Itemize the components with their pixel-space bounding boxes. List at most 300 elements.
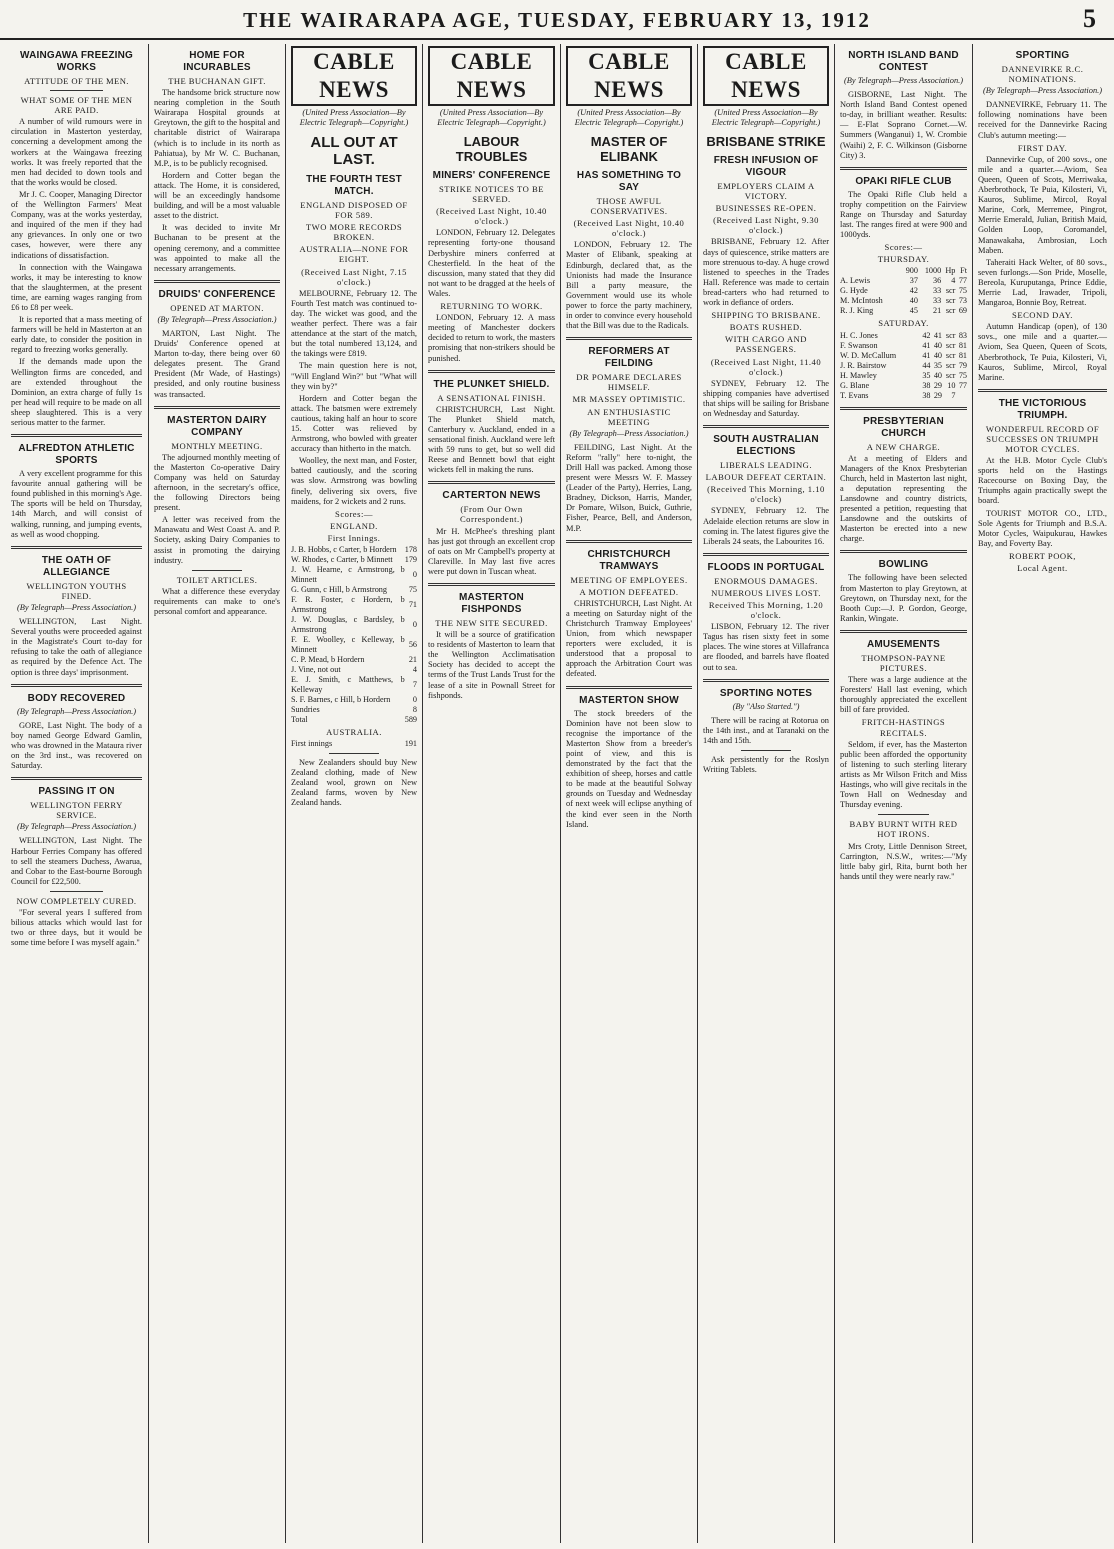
cell-name: G. Hyde	[840, 286, 868, 296]
divider	[11, 546, 142, 549]
cell-name: H. C. Jones	[840, 330, 878, 340]
advert-paragraph: New Zealanders should buy New Zealand clothing, made of New Zealand wool, grown on New Zealand farms, woven by New Zealand hands.	[291, 758, 417, 808]
column-header: 900	[905, 266, 918, 276]
subheading: SHIPPING TO BRISBANE.	[711, 310, 821, 321]
subheading: FRITCH-HASTINGS RECITALS.	[861, 717, 946, 738]
headline-sa-elections: SOUTH AUSTRALIAN ELECTIONS	[713, 434, 819, 458]
cell-value: 0	[412, 695, 417, 704]
article-paragraph: It is reported that a mass meeting of farmers will be held in Masterton at an early date, to consider the position in regard to freezing works generally.	[11, 315, 142, 355]
cell-value: scr	[945, 296, 956, 306]
rifle-scores-table	[840, 266, 967, 316]
subheading: MEETING OF EMPLOYEES.	[570, 574, 688, 585]
subheading: MONTHLY MEETING.	[171, 440, 263, 451]
advert-heading: TOILET ARTICLES.	[176, 574, 258, 585]
rifle-header-row	[840, 266, 967, 276]
subheading: RETURNING TO WORK.	[440, 301, 543, 312]
subheadline: HAS SOMETHING TO SAY	[576, 170, 682, 193]
cell-name: T. Evans	[840, 390, 869, 400]
headline-amusements: AMUSEMENTS	[866, 638, 941, 650]
subheading: ATTITUDE OF THE MEN.	[24, 76, 129, 86]
scorecard-row	[291, 635, 417, 655]
cell-name: J. Vine, not out	[291, 665, 341, 674]
divider	[978, 389, 1107, 392]
cell-value: 36	[933, 276, 942, 286]
headline-freezing-works: WAINGAWA FREEZING WORKS	[19, 50, 134, 73]
cell-value: 178	[404, 545, 417, 554]
article-paragraph: There was a large audience at the Foresters' Hall last evening, which thoroughly appreciated the excellent bill of fare provided.	[840, 675, 967, 715]
rifle-score-row	[840, 391, 967, 401]
cell-name: J. R. Bairstow	[840, 360, 887, 370]
headline-dairy-company: MASTERTON DAIRY COMPANY	[167, 414, 267, 438]
article-paragraph: A letter was received from the Manawatu and West Coast A. and P. Society, asking Dairy Companies to assist in promoting the dairying industry.	[154, 515, 280, 565]
article-paragraph: GORE, Last Night. The body of a boy named George Edward Gamlin, who was drowned in the Mataura river on the 3rd inst., was recovered on Saturday.	[11, 720, 142, 771]
article-paragraph: The handsome brick structure now nearing completion in the South Wairarapa Hospital grounds at Greytown, the gift to the hospital and charitable district of Wairarapa (which is to include in its north as Pahiatua), by Mr W. C. Buchanan, M.P., is to be publicly recognised.	[154, 88, 280, 168]
column-1	[6, 44, 147, 1543]
rifle-score-row	[840, 371, 967, 381]
credit-line: (By Telegraph—Press Association.)	[843, 76, 964, 85]
scorecard-row	[291, 565, 417, 585]
scorecard-row	[291, 585, 417, 595]
cell-value: 29	[933, 390, 943, 400]
subheading: DR POMARE DECLARES HIMSELF.	[576, 372, 682, 393]
cell-value: scr	[945, 350, 956, 360]
subheading: WHAT SOME OF THE MEN ARE PAID.	[20, 95, 133, 116]
article-paragraph: The adjourned monthly meeting of the Masterton Co-operative Dairy Company was held on Saturday afternoon, in the secretary's office, the following Directors being present.	[154, 452, 280, 513]
credit-line: (United Press Association—By Electric Telegraph—Copyright.)	[574, 108, 684, 127]
scorecard-row	[291, 655, 417, 665]
credit-line: (United Press Association—By Electric Telegraph—Copyright.)	[437, 108, 546, 127]
divider	[840, 630, 967, 633]
rifle-score-row	[840, 361, 967, 371]
scorecard-row	[291, 545, 417, 555]
divider	[840, 550, 967, 553]
rifle-score-row	[840, 276, 967, 286]
subheading: STRIKE NOTICES TO BE SERVED.	[439, 184, 544, 205]
cell-value: 21	[408, 655, 417, 664]
cell-value: 179	[404, 555, 417, 564]
cell-name: G. Gunn, c Hill, b Armstrong	[291, 585, 387, 594]
cell-name: S. F. Barnes, c Hill, b Hordern	[291, 695, 391, 704]
article-paragraph: There will be racing at Rotorua on the 14th inst., and at Taranaki on the 14th and 15th.	[703, 715, 829, 745]
cell-value: 40	[933, 370, 943, 380]
article-paragraph: GISBORNE, Last Night. The North Island Band Contest opened to-day, in brilliant weather. Results:— E-Flat Soprano Cornet.—W. Summers (Wanganui) 1, W. Crombie (Waihi) 2, F. C. Wilkinson (Gisborne City) 3.	[840, 90, 967, 160]
cable-news-banner: CABLE NEWS	[703, 46, 829, 106]
cable-news-banner: CABLE NEWS	[291, 46, 417, 106]
article-paragraph: LONDON, February 12. The Master of Elibank, speaking at Edinburgh, declared that, as the Unionists had made the Insurance Bill a party measure, the Government would use its whole power to force the party machinery, in order to convince every household that the Bill was due to the Radicals.	[566, 240, 692, 331]
article-paragraph: The following have been selected from Masterton to play Greytown, at Greytown, on Thursday next, for the Booth Cup:—J. P. Gordon, George, Rankin, Wingate.	[840, 573, 967, 623]
credit-line: (By Telegraph—Press Association.)	[157, 314, 277, 324]
article-paragraph: The Opaki Rifle Club held a trophy competition on the Fairview Range on Thursday and Saturday last. The ranges fired at were 900 and 1000yds.	[840, 189, 967, 240]
divider	[154, 406, 280, 409]
scorecard-table	[291, 545, 417, 725]
article-paragraph: Hordern and Cotter began the attack. The Home, it is considered, will be an exceedingly handsome building, and will be a most valuable asset to the district.	[154, 170, 280, 221]
rifle-score-row	[840, 351, 967, 361]
cell-value: 73	[958, 296, 967, 306]
cell-value: scr	[945, 370, 956, 380]
cell-value: scr	[945, 306, 956, 316]
subheading: LIBERALS LEADING.	[719, 460, 813, 471]
byline: (By "Also Started.")	[732, 701, 800, 711]
article-paragraph: Hordern and Cotter began the attack. The batsmen were extremely cautious, taking half an hour to score 15. Cotter was relieved by Armstrong, who bowled with greater accuracy than hitherto in the match.	[291, 393, 417, 454]
headline-all-out: ALL OUT AT LAST.	[310, 134, 398, 168]
article-paragraph: Mr J. C. Cooper, Managing Director of the Wellington Farmers' Meat Company, was at the works yesterday, and inquired of the men if they had any grievances. In only one or two cases, however, were there any indications of dissatisfaction.	[11, 189, 142, 260]
subheading: THE BUCHANAN GIFT.	[168, 76, 266, 86]
signature-name: ROBERT POOK,	[1009, 550, 1076, 561]
total-label: Total	[291, 715, 308, 724]
article-paragraph: Woolley, the next man, and Foster, batted cautiously, and the scoring was slow. Armstrong was bowling finely, delivering six overs, five maidens, for 2 wickets and 2 runs.	[291, 456, 417, 506]
headline-masterton-show: MASTERTON SHOW	[579, 694, 679, 706]
team-name: AUSTRALIA.	[326, 727, 382, 737]
innings-label: First innings	[291, 739, 333, 749]
subheading: TWO MORE RECORDS BROKEN.	[305, 222, 403, 243]
subheading: A SENSATIONAL FINISH.	[437, 392, 546, 403]
column-3	[286, 44, 422, 1543]
credit-line: (By Telegraph—Press Association.)	[16, 706, 137, 716]
day-label: SATURDAY.	[878, 318, 929, 329]
cell-name: W. Rhodes, c Carter, b Minnett	[291, 555, 393, 564]
article-paragraph: The main question here is not, "Will England Win?" but "What will they win by?"	[291, 361, 417, 391]
article-paragraph: Seldom, if ever, has the Masterton public been afforded the opportunity of listening to such sterling literary artists as Mr Wilson Fritch and Miss Hastings, who will give recitals in the Town Hall on Wednesday and Thursday evening.	[840, 739, 967, 810]
article-paragraph: CHRISTCHURCH, Last Night. At a meeting on Saturday night of the Christchurch Tramway Employees' Union, from which newspaper reporters were excluded, it is understood that a proposal to approach the Arbitration Court was defeated.	[566, 598, 692, 679]
cell-value: 7	[951, 390, 956, 400]
scorecard-row	[291, 695, 417, 705]
cell-value: 77	[958, 276, 967, 286]
subheading: AUSTRALIA—NONE FOR EIGHT.	[299, 244, 409, 265]
subheading: (From Our Own Correspondent.)	[459, 504, 524, 525]
cell-value: 75	[958, 370, 967, 380]
page-number: 5	[1083, 4, 1096, 33]
cell-name: F. Swanson	[840, 340, 878, 350]
cell-name: J. W. Hearne, c Armstrong, b Minnett	[291, 565, 405, 584]
subheading: WELLINGTON FERRY SERVICE.	[30, 800, 123, 821]
cell-value: 42	[922, 330, 931, 340]
advert-paragraph: Ask persistently for the Roslyn Writing Tablets.	[703, 755, 829, 775]
subheading: NUMEROUS LIVES LOST.	[711, 587, 821, 598]
article-paragraph: Autumn Handicap (open), of 130 sovs., one mile and a quarter.—Aviom, Sea Queen, Queen of Scots, Aberbrothock, Te Puia, Kilosteri, Vi, Kauros, Sublime, Mircol, Royal Marine.	[978, 322, 1107, 382]
scorecard-row	[291, 595, 417, 615]
cell-value: scr	[945, 330, 956, 340]
cell-value: 69	[958, 306, 967, 316]
scorecard-row	[291, 739, 417, 749]
subheading: WITH CARGO AND PASSENGERS.	[725, 334, 807, 355]
article-paragraph: MARTON, Last Night. The Druids' Conference opened at Marton to-day, there being over 60 delegates present. The Grand President (Mr Wade, of Hastings) presided, and only routine business was transacted.	[154, 328, 280, 399]
advert-paragraph: At the H.B. Motor Cycle Club's sports held on the Hastings Racecourse on Boxing Day, the Triumphs again practically swept the board.	[978, 456, 1107, 506]
received-note: (Received Last Night, 10.40 o'clock.)	[436, 206, 547, 227]
cell-name: H. Mawley	[840, 370, 877, 380]
cell-value: 40	[933, 350, 943, 360]
subheading: A MOTION DEFEATED.	[579, 586, 679, 597]
cell-value: 41	[922, 350, 931, 360]
article-paragraph: LONDON, February 12. Delegates representing forty-one thousand Derbyshire miners conferred at Chesterfield. In the heat of the discussion, many stated that they did not want to be dragged at the heels of Wales.	[428, 228, 555, 298]
article-paragraph: WELLINGTON, Last Night. The Harbour Ferries Company has offered to sell the steamers Duchess, Awarua, and Cobar to the East-bourne Borough Council for £22,500.	[11, 836, 142, 886]
cell-value: 75	[958, 286, 967, 296]
subheadline: FRESH INFUSION OF VIGOUR	[713, 155, 819, 178]
cell-value: 79	[958, 360, 967, 370]
cell-name: W. D. McCallum	[840, 350, 897, 360]
divider	[11, 434, 142, 437]
rifle-score-row	[840, 331, 967, 341]
subheading: ENGLAND DISPOSED OF FOR 589.	[300, 200, 408, 221]
cell-value: 45	[909, 306, 918, 316]
column-header: Hp	[945, 266, 956, 276]
cell-name: M. McIntosh	[840, 296, 883, 306]
cell-value: 33	[933, 296, 942, 306]
cell-name: Sundries	[291, 705, 320, 714]
headline-labour-troubles: LABOUR TROUBLES	[455, 134, 528, 164]
advert-paragraph: Mrs Croty, Little Dennison Street, Carrington, N.S.W., writes:—"My little baby girl, Rita, burnt both her hands until they were nearly raw."	[840, 841, 967, 881]
credit-line: (United Press Association—By Electric Telegraph—Copyright.)	[711, 108, 821, 127]
cell-value: 44	[922, 360, 931, 370]
cell-name: A. Lewis	[840, 276, 871, 286]
article-paragraph: BRISBANE, February 12. After days of quiescence, strike matters are more strenuous to-day. A huge crowd listened to speeches in the Trades Hall. Reference was made to certain bread-carters who had returned to work in defiance of orders.	[703, 237, 829, 308]
headline-masterton-fishponds: MASTERTON FISHPONDS	[459, 592, 524, 615]
subheading: WELLINGTON YOUTHS FINED.	[26, 580, 127, 601]
credit-line: (United Press Association—By Electric Telegraph—Copyright.)	[299, 108, 409, 127]
scorecard-table-2	[291, 739, 417, 749]
column-8	[973, 44, 1112, 1543]
headline-floods-portugal: FLOODS IN PORTUGAL	[707, 561, 825, 573]
cable-news-banner: CABLE NEWS	[566, 46, 692, 106]
signature-title: Local Agent.	[1017, 563, 1068, 574]
scorecard-row	[291, 675, 417, 695]
article-paragraph: LONDON, February 12. A mass meeting of Manchester dockers decided to return to work, the masters promising that non-strikers should be punished.	[428, 313, 555, 363]
received-note: (Received Last Night, 9.30 o'clock.)	[713, 215, 819, 236]
headline-brisbane-strike: BRISBANE STRIKE	[706, 134, 826, 149]
subheadline: MINERS' CONFERENCE	[432, 170, 551, 181]
cell-value: scr	[945, 360, 956, 370]
cell-name: C. P. Mead, b Hordern	[291, 655, 365, 664]
credit-line: (By Telegraph—Press Association.)	[982, 86, 1103, 96]
innings-value: 191	[404, 739, 417, 749]
headline-alfredton-sports: ALFREDTON ATHLETIC SPORTS	[18, 443, 135, 467]
headline-oath-of-allegiance: THE OATH OF ALLEGIANCE	[41, 554, 112, 578]
divider	[428, 370, 555, 373]
cell-value: 8	[412, 705, 417, 714]
column-header: Ft	[960, 266, 967, 276]
divider	[703, 553, 829, 556]
cell-value: 81	[958, 350, 967, 360]
masthead	[0, 0, 1114, 40]
article-paragraph: In connection with the Waingawa works, it may be interesting to know that the slaughtermen, at the present time, are earning wages ranging from £6 to £8 per week.	[11, 262, 142, 312]
scorecard-row	[291, 555, 417, 565]
article-paragraph: Mr H. McPhee's threshing plant has just got through an excellent crop of oats on Mr Campbell's property at Clareville. In May last five acres were put down in Tuscan wheat.	[428, 526, 555, 576]
cell-value: 35	[922, 370, 931, 380]
headline-body-recovered: BODY RECOVERED	[27, 692, 126, 704]
column-7	[835, 44, 972, 1543]
cell-value: 71	[408, 600, 417, 609]
cell-value: 41	[933, 330, 943, 340]
credit-line: (By Telegraph—Press Association.)	[569, 428, 689, 438]
credit-line: (By Telegraph—Press Association.)	[16, 602, 137, 612]
headline-home-for-incurables: HOME FOR INCURABLES	[183, 50, 251, 73]
scorecard-row	[291, 615, 417, 635]
received-note: (Received This Morning, 1.10 o'clock)	[707, 484, 825, 505]
subheading: MR MASSEY OPTIMISTIC.	[572, 394, 686, 405]
advert-paragraph: TOURIST MOTOR CO., LTD., Sole Agents for Triumph and B.S.A. Motor Cycles, Waipukurau, Hawkes Bay, and Foverty Bay.	[978, 508, 1107, 548]
subheading: ENORMOUS DAMAGES.	[714, 575, 818, 586]
headline-bowling: BOWLING	[878, 559, 929, 571]
cell-value: 38	[922, 390, 931, 400]
subheading: THOSE AWFUL CONSERVATIVES.	[590, 196, 668, 217]
rifle-score-row	[840, 296, 967, 306]
divider	[840, 407, 967, 410]
cell-name: F. E. Woolley, c Kelleway, b Minnett	[291, 635, 405, 654]
cell-value: scr	[945, 286, 956, 296]
article-paragraph: It was decided to invite Mr Buchanan to be present at the opening ceremony, and a committee was appointed to make all the necessary arrangements.	[154, 223, 280, 273]
cell-value: 83	[958, 330, 967, 340]
divider	[154, 280, 280, 283]
advert-heading: BABY BURNT WITH RED HOT IRONS.	[849, 819, 958, 840]
headline-sporting: SPORTING	[1015, 50, 1070, 61]
cell-name: J. B. Hobbs, c Carter, b Hordern	[291, 545, 397, 554]
scorecard-total-row	[291, 715, 417, 725]
divider	[566, 686, 692, 689]
rifle-score-row	[840, 286, 967, 296]
headline-sporting-notes: SPORTING NOTES	[719, 687, 813, 699]
scorecard-row	[291, 665, 417, 675]
cell-name: R. J. King	[840, 306, 874, 316]
cell-value: 29	[933, 380, 943, 390]
article-paragraph: A very excellent programme for this favourite annual gathering will be found published in this morning's Age. The sports will be held on Thursday, 14th March, and will consist of walking, running, and jumping events, as well as wood chopping.	[11, 469, 142, 539]
team-name: ENGLAND.	[330, 520, 378, 531]
article-paragraph: If the demands made upon the Wellington firms are conceded, and are extended throughout the Dominion, an extra charge of fully 1s per head will require to be made on all sheep slaughtered. This is a very serious matter to the farmer.	[11, 357, 142, 427]
article-paragraph: A number of wild rumours were in circulation in Masterton yesterday, concerning a development among the workers at the Waingawa freezing works. It was freely reported that the men had decided to down tools and that the works would be closed.	[11, 117, 142, 187]
subheading: THE NEW SITE SECURED.	[435, 618, 548, 628]
subheading: AN ENTHUSIASTIC MEETING	[587, 406, 671, 427]
column-6	[698, 44, 834, 1543]
headline-druids-conference: DRUIDS' CONFERENCE	[158, 288, 276, 300]
innings-label: First Innings.	[327, 532, 381, 543]
received-note: (Received Last Night, 7.15 o'clock.)	[301, 266, 407, 287]
divider	[428, 481, 555, 484]
headline-victorious-triumph: THE VICTORIOUS TRIUMPH.	[998, 397, 1087, 421]
article-paragraph: The stock breeders of the Dominion have not been slow to recognise the importance of the Masterton Show from a breeder's point of view, and this is demonstrated by the fact that the exhibition of sheep, horses and cattle to be made at the beautiful Solway grounds on Tuesday and Wednesday of next week will eclipse anything of the kind ever seen in the North Island.	[566, 708, 692, 829]
article-paragraph: SYDNEY, February 12. The shipping companies have advertised that ships will be sailing for Brisbane on Wednesday and Saturday.	[703, 378, 829, 418]
cell-value: 81	[958, 340, 967, 350]
cell-value: 41	[922, 340, 931, 350]
subheadline: THE FOURTH TEST MATCH.	[306, 174, 402, 197]
cell-value: 21	[933, 306, 942, 316]
subheading: THOMPSON-PAYNE PICTURES.	[861, 652, 946, 673]
subheading: LABOUR DEFEAT CERTAIN.	[705, 472, 827, 483]
article-paragraph: WELLINGTON, Last Night. Several youths were proceeded against in the Magistrate's Court to-day for refusing to take the oath of allegiance as required by the Defence Act. The option is three days' imprisonment.	[11, 617, 142, 677]
cell-value: 42	[909, 286, 918, 296]
scorecard-row	[291, 705, 417, 715]
divider	[11, 684, 142, 687]
rifle-scores-table-2	[840, 331, 967, 401]
scores-label: Scores:—	[884, 242, 923, 253]
divider	[703, 679, 829, 682]
day-label: THURSDAY.	[877, 254, 930, 265]
received-note: (Received Last Night, 11.40 o'clock.)	[710, 356, 822, 377]
rifle-score-row	[840, 341, 967, 351]
divider	[878, 814, 929, 815]
divider	[566, 540, 692, 543]
cell-name: F. R. Foster, c Hordern, b Armstrong	[291, 595, 405, 614]
headline-opaki-rifle-club: OPAKI RIFLE CLUB	[855, 175, 952, 187]
cell-name: G. Blane	[840, 380, 870, 390]
cell-value: 10	[947, 380, 956, 390]
cell-value: 37	[909, 276, 918, 286]
divider	[329, 753, 379, 754]
divider	[11, 777, 142, 780]
cell-value: scr	[945, 340, 956, 350]
article-paragraph: SYDNEY, February 12. The Adelaide election returns are slow in coming in. The latest figures give the Liberals 24 seats, the Labourites 16.	[703, 506, 829, 546]
subheading: BOATS RUSHED.	[729, 322, 803, 333]
received-note: Received This Morning, 1.20 o'clock.	[708, 600, 824, 621]
column-header	[840, 266, 901, 276]
cell-value: 7	[412, 680, 417, 689]
divider	[50, 891, 102, 892]
cell-name: J. W. Douglas, c Bardsley, b Armstrong	[291, 615, 405, 634]
rifle-score-row	[840, 306, 967, 316]
cell-value: 4	[951, 276, 956, 286]
divider	[741, 750, 791, 751]
cell-value: 33	[933, 286, 942, 296]
article-paragraph: At a meeting of Elders and Managers of the Knox Presbyterian Church, held in Masterton last night, a deputation representing the Lansdowne and country districts, presented a petition, requesting that Lansdowne and the outskirts of Masterton be erected into a new charge.	[840, 453, 967, 544]
article-paragraph: LISBON, February 12. The river Tagus has risen sixty feet in some places. The wine stores at Villafranca are flooded, and barrels have floated out to sea.	[703, 622, 829, 672]
subheading: DANNEVIRKE R.C. NOMINATIONS.	[1001, 64, 1084, 85]
article-paragraph: MELBOURNE, February 12. The Fourth Test match was continued to-day. The wicket was good, and the weather perfect. There was a fair attendance at the start of the match, but the total numbered 13,124, and the takings were £819.	[291, 288, 417, 359]
column-2	[149, 44, 285, 1543]
article-paragraph: Taheraiti Hack Welter, of 80 sovs., seven furlongs.—Son Pride, Moselle, Bereola, Kuruputanga, Prince Eddie, Merrie Lad, Irawader, Tripoli, Mangaroa, Bonnie Boy, Retreat.	[978, 257, 1107, 308]
headline-carterton-news: CARTERTON NEWS	[442, 490, 541, 502]
subheading: EMPLOYERS CLAIM A VICTORY.	[717, 181, 815, 202]
advert-paragraph: What a difference these everyday requirements can make to one's personal comfort and appearance.	[154, 586, 280, 617]
cell-value: 0	[412, 620, 417, 629]
headline-band-contest: NORTH ISLAND BAND CONTEST	[848, 50, 959, 73]
divider	[566, 337, 692, 340]
subheading: OPENED AT MARTON.	[170, 302, 264, 313]
cell-value: 38	[922, 380, 931, 390]
subheading: BUSINESSES RE-OPEN.	[715, 203, 817, 214]
cell-value: 35	[933, 360, 943, 370]
cell-value: 77	[958, 380, 967, 390]
scores-label: Scores:—	[335, 508, 373, 519]
subheading: WONDERFUL RECORD OF SUCCESSES ON TRIUMPH MOTOR CYCLES.	[985, 423, 1100, 454]
headline-plunket-shield: THE PLUNKET SHIELD.	[433, 378, 550, 390]
column-header: 1000	[924, 266, 942, 276]
cell-name: E. J. Smith, c Matthews, b Kelleway	[291, 675, 405, 694]
subheading: SECOND DAY.	[1012, 310, 1073, 321]
subheading: FIRST DAY.	[1017, 142, 1068, 153]
cell-value: 40	[933, 340, 943, 350]
article-paragraph: It will be a source of gratification to residents of Masterton to learn that the Wellington Acclimatisation Society has decided to accept the terms of the Trust Lands Trust for the lease of a site in Pownall Street for fishponds.	[428, 630, 555, 700]
cell-value: 0	[412, 570, 417, 579]
headline-reformers-feilding: REFORMERS AT FEILDING	[588, 346, 670, 370]
cell-value	[955, 391, 967, 401]
rifle-score-row	[840, 381, 967, 391]
divider	[50, 90, 102, 91]
divider	[703, 425, 829, 428]
divider	[840, 167, 967, 170]
cable-news-banner: CABLE NEWS	[428, 46, 555, 106]
divider	[428, 583, 555, 586]
column-5	[561, 44, 697, 1543]
total-value: 589	[404, 715, 417, 724]
headline-master-of-elibank: MASTER OF ELIBANK	[590, 134, 668, 164]
article-paragraph: DANNEVIRKE, February 11. The following nominations have been received for the Dannevirke Racing Club's autumn meeting:—	[978, 100, 1107, 140]
article-paragraph: CHRISTCHURCH, Last Night. The Plunket Shield match, Canterbury v. Auckland, ended in a sensational finish. Auckland were left with 59 runs to get, but so well did Reese and Bennett bowl that eight wickets fell in making the runs.	[428, 404, 555, 475]
column-4	[423, 44, 560, 1543]
cell-value: 4	[412, 665, 417, 674]
credit-line: (By Telegraph—Press Association.)	[16, 822, 137, 832]
cell-value: 40	[909, 296, 918, 306]
article-paragraph: Dannevirke Cup, of 200 sovs., one mile and a quarter.—Aviom, Sea Queen, Queen of Scots, Merriwaka, Aberbrothock, Te Puia, Kilosteri, Vi, Kauros, Sublime, Mircol, Royal Marine, Cork, Merremee, Pingrot, Merrie Emerald, Julian, British Maid, Golden Loop, Coromandel, Manawakaha, Ambrosian, Loch Maben.	[978, 154, 1107, 255]
headline-christchurch-tramways: CHRISTCHURCH TRAMWAYS	[587, 548, 671, 572]
advert-paragraph: "For several years I suffered from bilious attacks which would last for two or three days, but it would be some time before I was myself again."	[11, 908, 142, 948]
advert-heading: NOW COMPLETELY CURED.	[16, 895, 137, 906]
